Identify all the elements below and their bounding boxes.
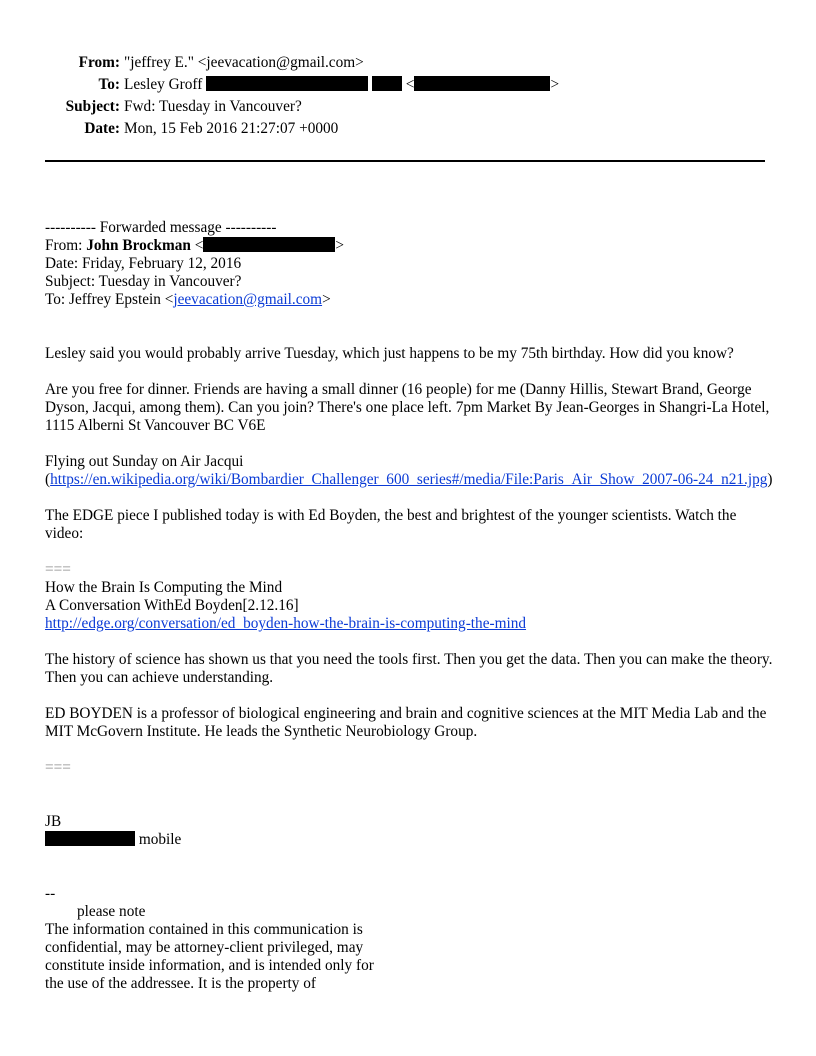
paragraph-birthday: Lesley said you would probably arrive Tuesday, which just happens to be my 75th birthday. How did you know? — [45, 345, 734, 362]
subject-label: Subject: — [65, 98, 120, 115]
footer-note-line: the use of the addressee. It is the property of — [45, 975, 317, 992]
to-lt: < — [405, 76, 415, 93]
footer-note-line: The information contained in this communication is — [45, 921, 363, 938]
header-divider — [45, 160, 765, 162]
flying-line: Flying out Sunday on Air Jacqui — [45, 453, 244, 470]
article-title: How the Brain Is Computing the Mind — [45, 579, 283, 596]
to-label: To: — [98, 76, 120, 93]
redaction-block — [45, 831, 135, 846]
edge-article-link[interactable]: http://edge.org/conversation/ed_boyden-how-the-brain-is-computing-the-mind — [45, 615, 527, 632]
header-date-row — [0, 118, 700, 140]
paragraph-dinner: Are you free for dinner. Friends are having a small dinner (16 people) for me (Danny Hillis, Stewart Brand, George Dyson, Jacqui, among them). Can you join? There's one place left. 7pm Market By Jean-Georges in Shangri-La Hotel, 1115 Alberni St Vancouver BC V6E — [45, 381, 770, 434]
article-subtitle: A Conversation WithEd Boyden[2.12.16] — [45, 597, 299, 614]
paragraph-flying — [45, 453, 775, 489]
from-label: From: — [78, 54, 120, 71]
paragraph-edge: The EDGE piece I published today is with Ed Boyden, the best and brightest of the younger scientists. Watch the video: — [45, 507, 737, 542]
footer-note-line: confidential, may be attorney-client privileged, may — [45, 939, 364, 956]
separator: === — [45, 561, 71, 578]
forwarded-from-label: From: — [45, 237, 83, 254]
footer-note-line: constitute inside information, and is intended only for — [45, 957, 374, 974]
forwarded-from-lt: < — [194, 237, 204, 254]
signature-mobile-line — [45, 831, 775, 849]
from-value: "jeffrey E." <jeevacation@gmail.com> — [124, 54, 364, 71]
to-name: Lesley Groff — [124, 76, 203, 93]
footer-note-title: please note — [77, 903, 146, 920]
header-to-row — [0, 74, 700, 96]
subject-value: Fwd: Tuesday in Vancouver? — [124, 98, 302, 115]
forwarded-subject: Subject: Tuesday in Vancouver? — [45, 273, 242, 290]
footer-dashes: -- — [45, 885, 56, 902]
forwarded-date: Date: Friday, February 12, 2016 — [45, 255, 242, 272]
paragraph-boyden-bio: ED BOYDEN is a professor of biological engineering and brain and cognitive sciences at the MIT Media Lab and the MIT McGovern Institute. He leads the Synthetic Neurobiology Group. — [45, 705, 767, 740]
forwarded-to-email-link[interactable]: jeevacation@gmail.com — [173, 291, 323, 308]
paragraph-history: The history of science has shown us that you need the tools first. Then you get the data. Then you can make the theory. Then you can achieve understanding. — [45, 651, 773, 686]
to-value — [124, 74, 559, 96]
flying-close-paren: ) — [767, 471, 773, 488]
to-gt: > — [550, 76, 560, 93]
redaction-block — [372, 76, 402, 91]
message-body — [45, 219, 775, 993]
signature-initials: JB — [45, 813, 62, 830]
forwarded-from-name: John Brockman — [86, 237, 191, 254]
header-from-row — [0, 52, 700, 74]
separator: === — [45, 759, 71, 776]
flying-open-paren: ( — [45, 471, 51, 488]
redaction-block — [203, 237, 335, 252]
redaction-block — [206, 76, 368, 91]
date-label: Date: — [84, 120, 120, 137]
forwarded-from — [45, 237, 775, 255]
wikipedia-link[interactable]: https://en.wikipedia.org/wiki/Bombardier_Challenger_600_series#/media/File:Paris_Air_Show_2007-06-24_n21.jpg — [50, 471, 768, 488]
header-subject-row — [0, 96, 700, 118]
forwarded-to-prefix: To: Jeffrey Epstein < — [45, 291, 174, 308]
signature-mobile-label: mobile — [138, 831, 182, 848]
forwarded-to-suffix: > — [322, 291, 331, 308]
redaction-block — [414, 76, 550, 91]
date-value: Mon, 15 Feb 2016 21:27:07 +0000 — [124, 120, 339, 137]
forwarded-to — [45, 291, 775, 309]
forwarded-marker: ---------- Forwarded message ---------- — [45, 219, 277, 236]
forwarded-from-gt: > — [335, 237, 345, 254]
